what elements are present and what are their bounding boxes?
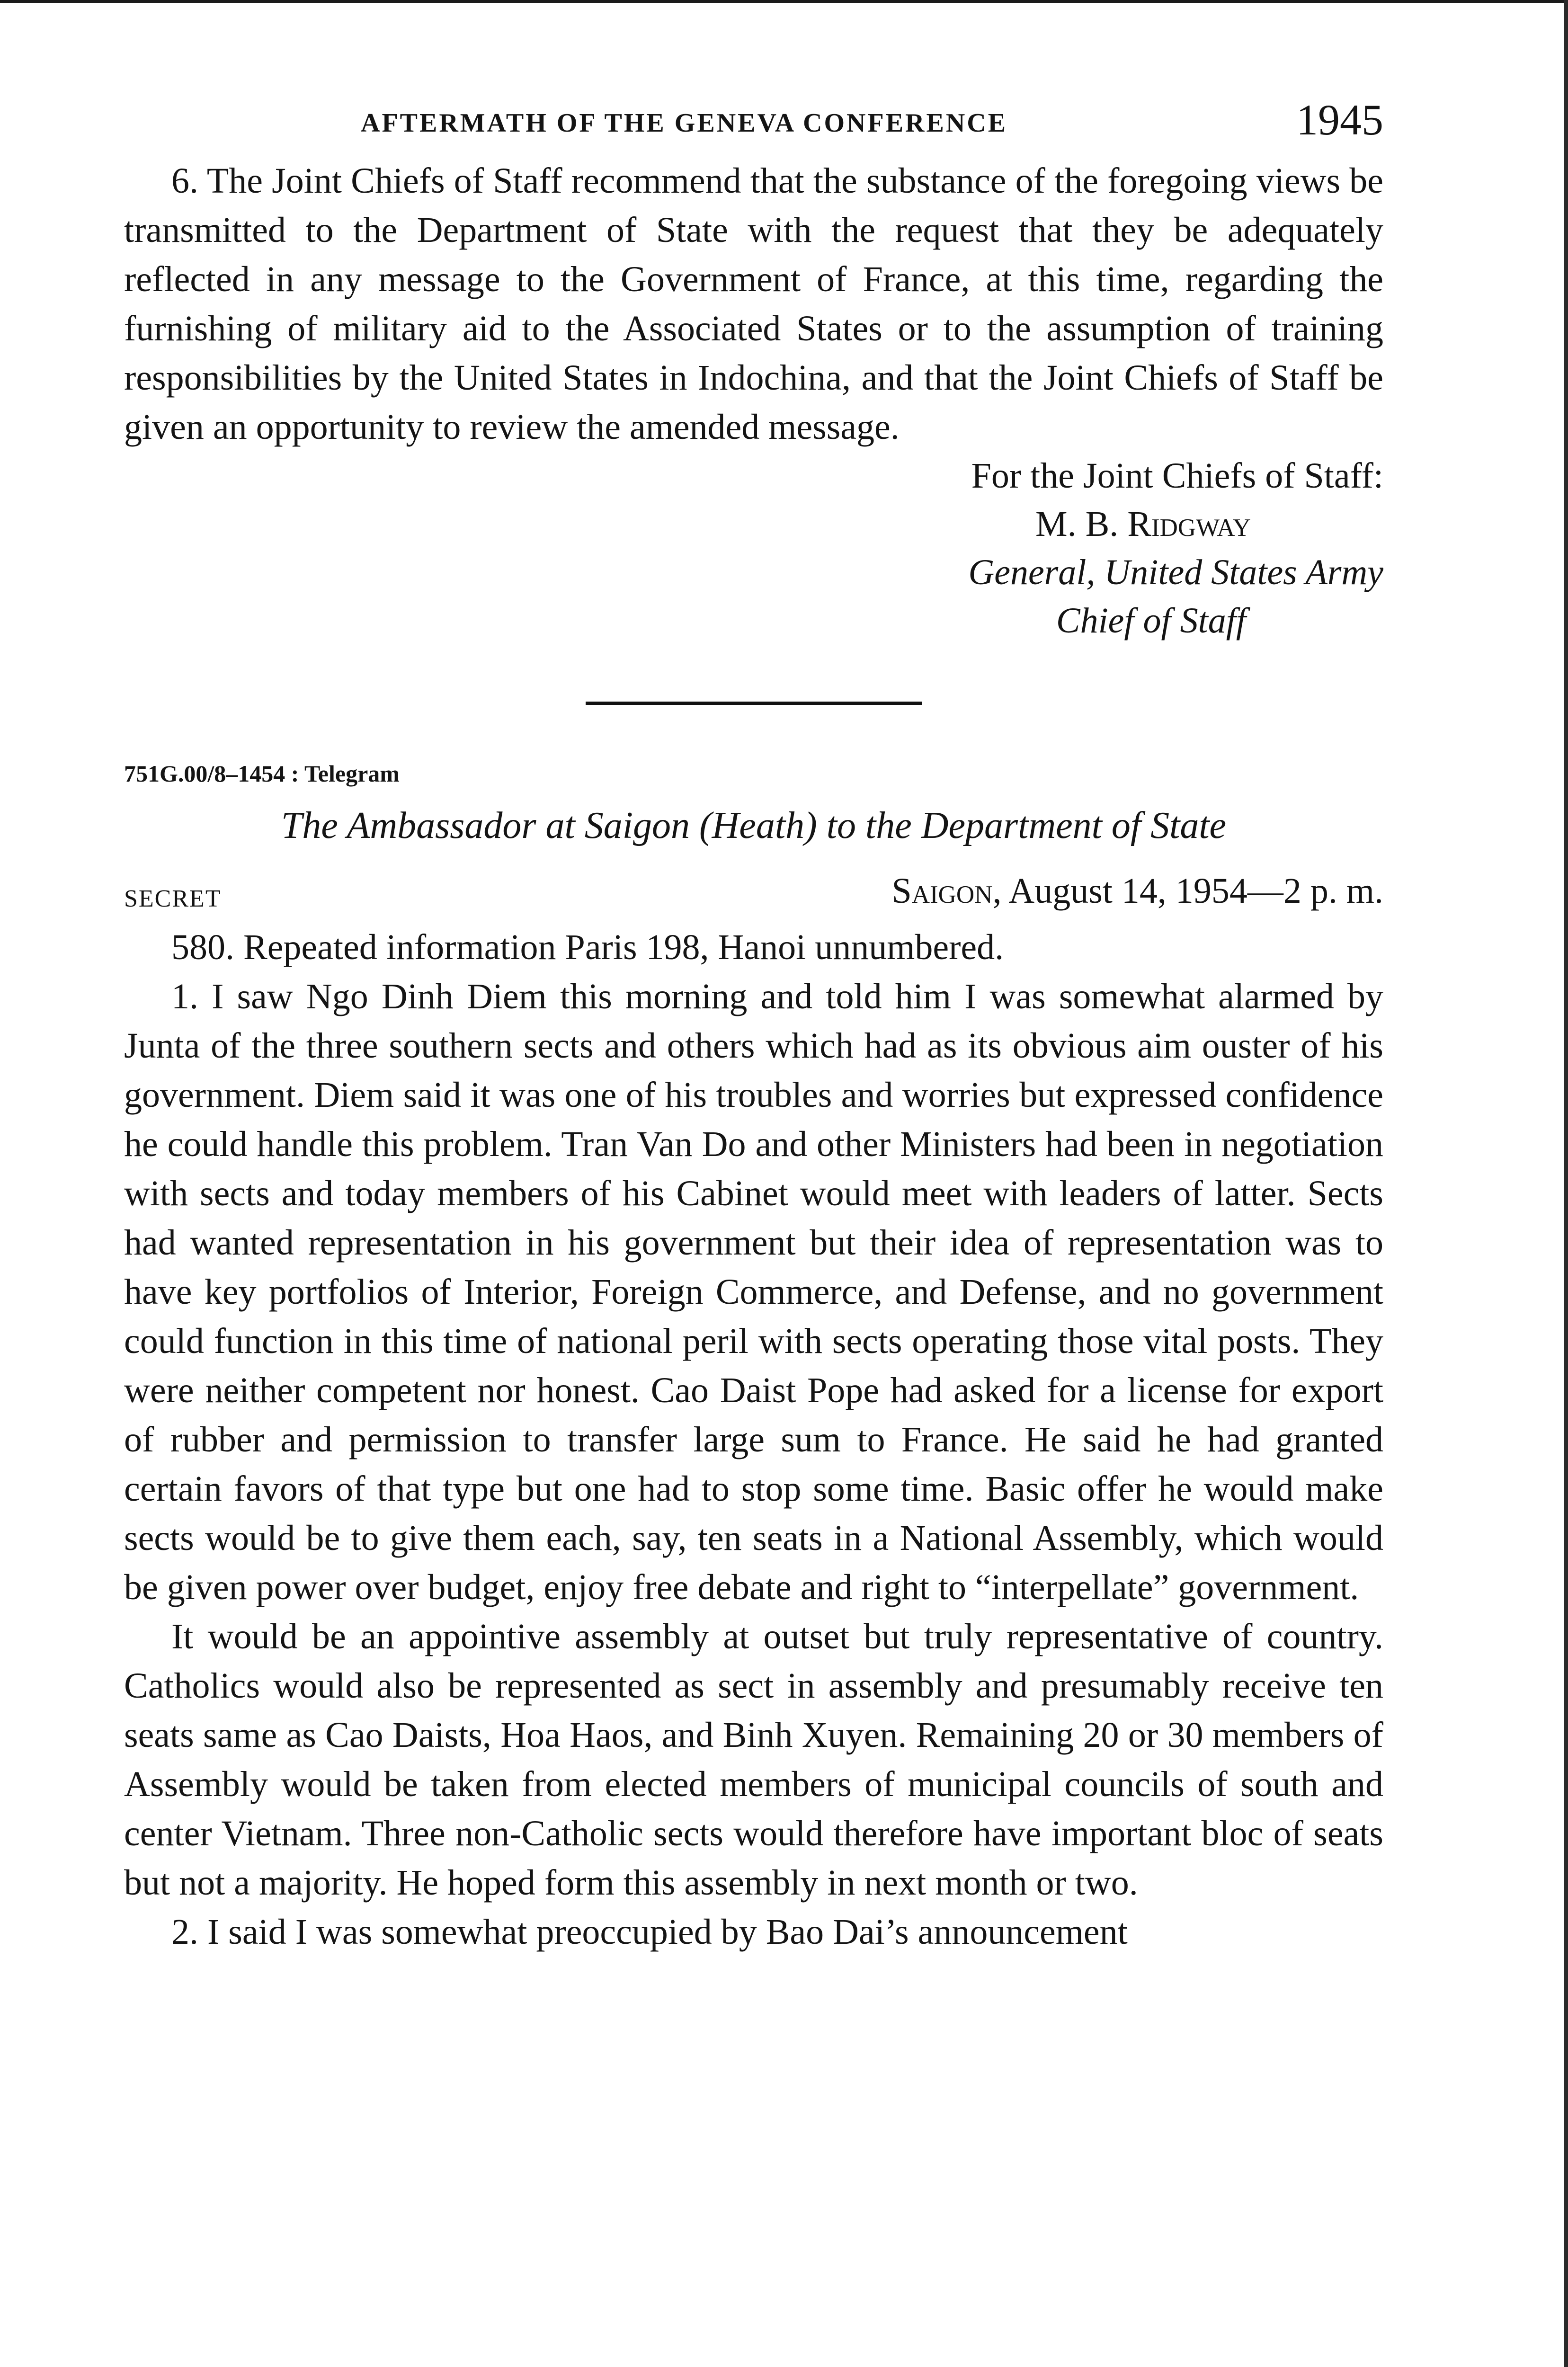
paragraph-6: 6. The Joint Chiefs of Staff recommend that the substance of the foregoing views be transmitted to the Department of State with the request that they be adequately reflected in any message to the Government of France, at this time, regarding the furnishing of military aid to the Associated States or to the assumption of training responsibilities by the United States in Indochina, and that the Joint Chiefs of Staff be given an opportunity to review the amended message. — [124, 161, 1383, 447]
signature-title-1: General, United States Army — [968, 552, 1383, 592]
date-line — [891, 871, 1383, 912]
signature-for-line: For the Joint Chiefs of Staff: — [971, 456, 1383, 496]
paragraph-1: 1. I saw Ngo Dinh Diem this morning and told him I was somewhat alarmed by Junta of the three southern sects and others which had as its obvious aim ouster of his government. Diem said it was one of his troubles and worries but expressed confidence he could handle this problem. Tran Van Do and other Ministers had been in negotiation with sects and today members of his Cabinet would meet with leaders of latter. Sects had wanted representation in his government but their idea of representation was to have key portfolios of Interior, Foreign Commerce, and Defense, and no government could function in this time of national peril with sects operating those vital posts. They were neither competent nor honest. Cao Daist Pope had asked for a license for export of rubber and permission to transfer large sum to France. He said he had granted certain favors of that type but one had to stop some time. Basic offer he would make sects would be to give them each, say, ten seats in a National Assembly, which would be given power over budget, enjoy free debate and right to “interpellate” government. — [124, 977, 1383, 1607]
signature-block — [124, 452, 1383, 645]
running-head-title: AFTERMATH OF THE GENEVA CONFERENCE — [361, 108, 1008, 138]
dateline-date: , August 14, 1954—2 p. m. — [992, 871, 1383, 911]
signature-title-2: Chief of Staff — [1056, 601, 1246, 641]
document-page — [124, 95, 1383, 1957]
paragraph-2: 2. I said I was somewhat preoccupied by Bao Dai’s announcement — [171, 1912, 1128, 1952]
file-reference: 751G.00/8–1454 : Telegram — [124, 760, 400, 787]
paragraph-580: 580. Repeated information Paris 198, Hanoi unnumbered. — [171, 927, 1004, 967]
page-number: 1945 — [1296, 96, 1383, 144]
section-divider — [586, 702, 922, 705]
top-edge-rule — [0, 0, 1568, 3]
document-title: The Ambassador at Saigon (Heath) to the Department of State — [281, 805, 1227, 846]
dateline-place: Saigon — [891, 871, 993, 911]
page-edge-shadow — [1564, 0, 1568, 2367]
signature-name: M. B. Ridgway — [1035, 504, 1251, 544]
classification-label: SECRET — [124, 885, 222, 912]
dateline — [124, 871, 1383, 923]
running-head — [124, 95, 1383, 156]
paragraph-1-continued: It would be an appointive assembly at outset but truly representative of country. Catholics would also be represented as sect in assembly and presumably receive ten seats same as Cao Daists, Hoa Haos, and Binh Xuyen. Remaining 20 or 30 members of Assembly would be taken from elected members of municipal councils of south and center Vietnam. Three non-Catholic sects would therefore have important bloc of seats but not a majority. He hoped form this assembly in next month or two. — [124, 1617, 1383, 1903]
